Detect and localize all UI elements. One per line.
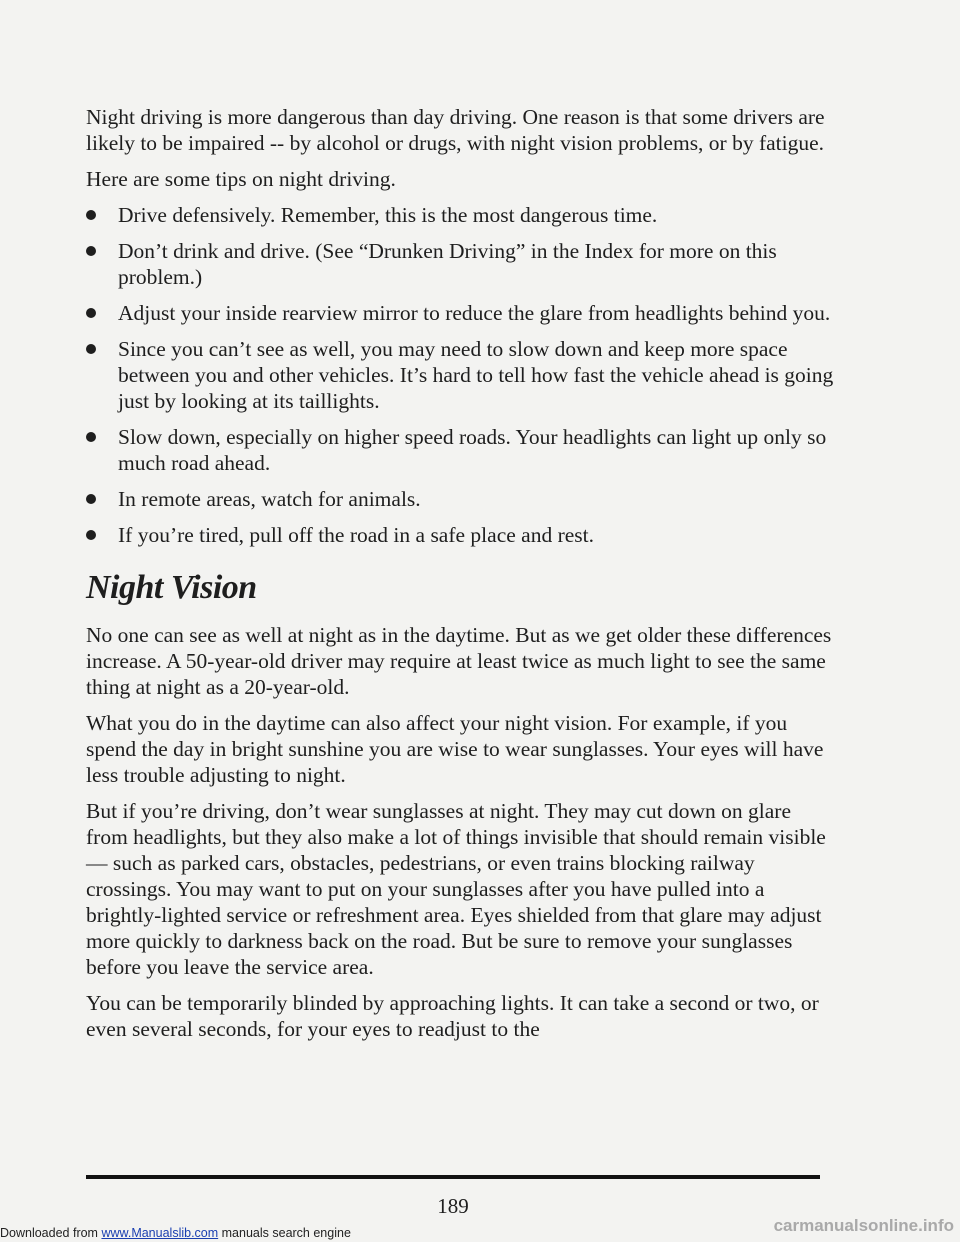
tip-text: In remote areas, watch for animals. (118, 487, 421, 511)
list-item (86, 424, 836, 476)
night-driving-tips-list (86, 202, 836, 548)
bullet-icon (86, 344, 96, 354)
bullet-icon (86, 432, 96, 442)
tip-text: Drive defensively. Remember, this is the most dangerous time. (118, 203, 658, 227)
download-prefix: Downloaded from (0, 1226, 102, 1240)
bullet-icon (86, 308, 96, 318)
bullet-icon (86, 246, 96, 256)
bullet-icon (86, 494, 96, 504)
watermark-logo: carmanualsonline.info (773, 1216, 954, 1235)
list-item (86, 336, 836, 414)
bullet-icon (86, 530, 96, 540)
list-item (86, 238, 836, 290)
bullet-icon (86, 210, 96, 220)
section-heading-night-vision: Night Vision (86, 569, 257, 606)
footer-rule (86, 1175, 820, 1179)
tips-lead: Here are some tips on night driving. (86, 167, 396, 191)
download-notice (0, 1224, 400, 1242)
tip-text: Adjust your inside rearview mirror to reduce the glare from headlights behind you. (118, 301, 831, 325)
download-suffix: manuals search engine (218, 1226, 351, 1240)
list-item (86, 486, 836, 512)
page-number: 189 (437, 1194, 469, 1218)
tip-text: If you’re tired, pull off the road in a safe place and rest. (118, 523, 594, 547)
night-vision-paragraph: No one can see as well at night as in the daytime. But as we get older these differences increase. A 50-year-old driver may require at least twice as much light to see the same thing at night as a 20-year-old. (86, 623, 832, 699)
manualslib-link[interactable]: www.Manualslib.com (101, 1226, 219, 1240)
night-vision-paragraph: You can be temporarily blinded by approaching lights. It can take a second or two, or even several seconds, for your eyes to readjust to the (86, 991, 819, 1041)
night-vision-paragraph: But if you’re driving, don’t wear sunglasses at night. They may cut down on glare from headlights, but they also make a lot of things invisible that should remain visible — such as parked cars, obstacles, pedestrians, or even trains blocking railway crossings. You may want to put on your sunglasses after you have pulled into a brightly-lighted service or refreshment area. Eyes shielded from that glare may adjust more quickly to darkness back on the road. But be sure to remove your sunglasses before you leave the service area. (86, 799, 826, 979)
tip-text: Since you can’t see as well, you may need to slow down and keep more space between you and other vehicles. It’s hard to tell how fast the vehicle ahead is going just by looking at its taillights. (118, 337, 834, 413)
list-item (86, 202, 836, 228)
list-item (86, 522, 836, 548)
tip-text: Don’t drink and drive. (See “Drunken Driving” in the Index for more on this problem.) (118, 239, 777, 289)
tip-text: Slow down, especially on higher speed roads. Your headlights can light up only so much road ahead. (118, 425, 827, 475)
night-vision-paragraph: What you do in the daytime can also affect your night vision. For example, if you spend the day in bright sunshine you are wise to wear sunglasses. Your eyes will have less trouble adjusting to night. (86, 711, 824, 787)
intro-paragraph: Night driving is more dangerous than day driving. One reason is that some drivers are likely to be impaired -- by alcohol or drugs, with night vision problems, or by fatigue. (86, 105, 825, 155)
page-content (86, 104, 836, 1052)
list-item (86, 300, 836, 326)
